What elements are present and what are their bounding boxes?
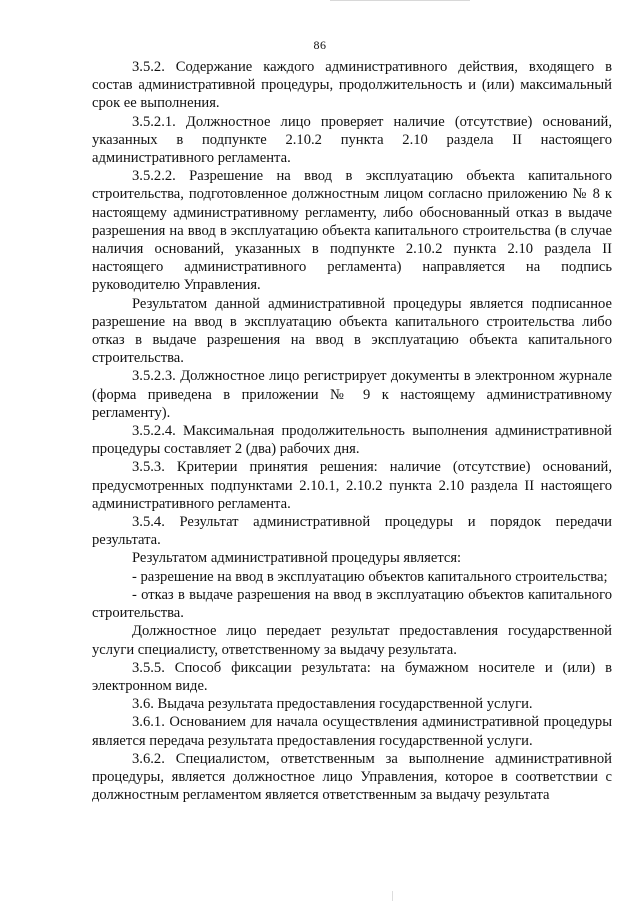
paragraph-3-5-5: 3.5.5. Способ фиксации результата: на бумажном носителе и (или) в электронном виде.: [92, 659, 612, 694]
paragraph-3-6: 3.6. Выдача результата предоставления государственной услуги.: [132, 696, 533, 713]
paragraph-result-intro: Результатом административной процедуры является:: [132, 550, 462, 567]
paragraph-3-5-2-4: 3.5.2.4. Максимальная продолжительность выполнения административной процедуры составляет 2 (два) рабочих дня.: [92, 423, 612, 458]
list-item-permit: - разрешение на ввод в эксплуатацию объектов капитального строительства;: [132, 568, 608, 585]
paragraph-3-5-4: 3.5.4. Результат административной процедуры и порядок передачи результата.: [92, 514, 612, 549]
paragraph-3-6-1: 3.6.1. Основанием для начала осуществления административной процедуры является передача результата предоставления государственной услуги.: [92, 714, 612, 749]
scan-artifact: [330, 0, 470, 1]
paragraph-result-statement: Результатом данной административной процедуры является подписанное разрешение на ввод в эксплуатацию объекта капитального строительства либо отказ в выдаче разрешения на ввод в эксплуатацию объекта капитального строительства.: [92, 295, 612, 367]
scan-artifact: [392, 891, 393, 901]
paragraph-3-5-2-2: 3.5.2.2. Разрешение на ввод в эксплуатацию объекта капитального строительства, подготовленное должностным лицом согласно приложению № 8 к настоящему административному регламенту, либо обоснованный отказ в выдаче разрешения на ввод в эксплуатацию объекта капитального строительства (в случае наличия оснований, указанных в подпункте 2.10.2 пункта 2.10 раздела II настоящего административного регламента) направляется на подпись руководителю Управления.: [92, 168, 612, 294]
paragraph-3-5-2-1: 3.5.2.1. Должностное лицо проверяет наличие (отсутствие) оснований, указанных в подпункте 2.10.2 пункта 2.10 раздела II настоящего административного регламента.: [92, 113, 612, 167]
paragraph-3-5-2-3: 3.5.2.3. Должностное лицо регистрирует документы в электронном журнале (форма приведена в приложении № 9 к настоящему административному регламенту).: [92, 368, 612, 421]
paragraph-transfer: Должностное лицо передает результат предоставления государственной услуги специалисту, ответственному за выдачу результата.: [92, 623, 612, 658]
page-number: 86: [313, 38, 327, 52]
paragraph-3-5-3: 3.5.3. Критерии принятия решения: наличие (отсутствие) оснований, предусмотренных подпунктами 2.10.1, 2.10.2 пункта 2.10 раздела II настоящего административного регламента.: [92, 459, 612, 512]
paragraph-3-6-2: 3.6.2. Специалистом, ответственным за выполнение административной процедуры, является должностное лицо Управления, которое в соответствии с должностным регламентом является ответственным за выдачу результата: [92, 750, 612, 804]
paragraph-3-5-2: 3.5.2. Содержание каждого административного действия, входящего в состав административной процедуры, продолжительность и (или) максимальный срок ее выполнения.: [92, 59, 612, 112]
list-item-refusal: - отказ в выдаче разрешения на ввод в эксплуатацию объектов капитального строительства.: [92, 586, 612, 622]
document-body: [92, 58, 612, 804]
